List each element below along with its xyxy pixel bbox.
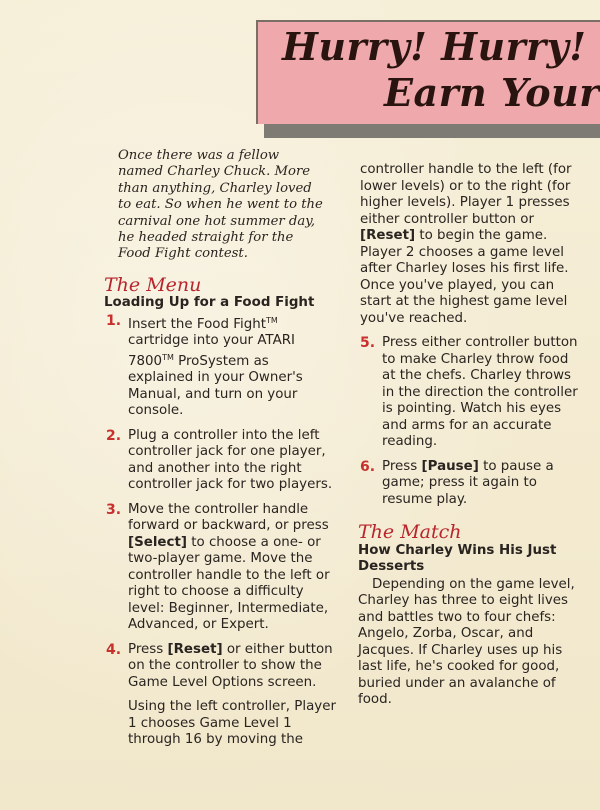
item-text: Press either controller button to make Charley throw food at the chefs. Charley throws in the direction the controller is pointing. Watch his eyes and arms for an accurate reading. — [382, 335, 578, 449]
item-text: Insert the Food Fight™ cartridge into your ATARI 7800™ ProSystem as explained in your Owner's Manual, and turn on your console. — [128, 315, 303, 419]
item-4-continuation-right: controller handle to the left (for lower levels) or to the right (for higher levels). Player 1 presses either controller button or [Reset] to begin the game. Player 2 chooses a game level after Charley loses his first life. Once you've played, you can start at the highest game level you've reached. — [360, 162, 572, 326]
item-number: 3. — [106, 501, 122, 518]
item-number: 2. — [106, 427, 122, 444]
item-4-continuation: Using the left controller, Player 1 chooses Game Level 1 through 16 by moving the — [128, 699, 336, 748]
list-item — [358, 335, 580, 451]
headline-line-2: Earn Your — [384, 70, 600, 115]
headline-line-1: Hurry! Hurry! — [282, 24, 587, 69]
item-number: 5. — [360, 335, 376, 351]
list-item — [104, 642, 336, 692]
key-reset: [Reset] — [360, 228, 416, 243]
item-text: Press [Pause] to pause a game; press it again to resume play. — [382, 458, 554, 507]
key-reset: [Reset] — [167, 641, 223, 657]
intro-paragraph: Once there was a fellow named Charley Chuck. More than anything, Charley loved to eat. So when he went to the carnival one hot summer day, he headed straight for the Food Fight contest. — [118, 148, 323, 262]
header-banner — [256, 20, 600, 124]
item-text: Move the controller handle forward or backward, or press [Select] to choose a one- or two-player game. Move the controller handle to the left or right to choose a difficulty level: Beginner, Intermediate, Advanced, or Expert. — [128, 501, 330, 633]
key-pause: [Pause] — [421, 458, 479, 474]
right-column — [358, 162, 580, 709]
faded-background-print — [40, 25, 260, 55]
left-column — [104, 148, 336, 749]
item-number: 4. — [106, 641, 122, 658]
list-item — [104, 428, 336, 494]
item-text: Press [Reset] or either button on the controller to show the Game Level Options screen. — [128, 641, 333, 690]
key-select: [Select] — [128, 534, 187, 550]
match-paragraph: Depending on the game level, Charley has three to eight lives and battles two to four chefs: Angelo, Zorba, Oscar, and Jacques. If Charley uses up his last life, he's cooked for good, buried under an avalanche of food. — [358, 576, 575, 707]
list-item — [104, 502, 336, 634]
list-item — [104, 313, 336, 420]
subheading-loading-up: Loading Up for a Food Fight — [104, 295, 315, 311]
section-heading-match: The Match — [358, 521, 462, 543]
section-heading-menu: The Menu — [104, 273, 202, 296]
item-number: 6. — [360, 458, 376, 475]
subheading-just-desserts: How Charley Wins His Just Desserts — [358, 542, 557, 574]
list-item — [358, 459, 580, 509]
item-number: 1. — [106, 312, 122, 329]
item-text: Plug a controller into the left controller jack for one player, and another into the right controller jack for two players. — [128, 427, 333, 493]
